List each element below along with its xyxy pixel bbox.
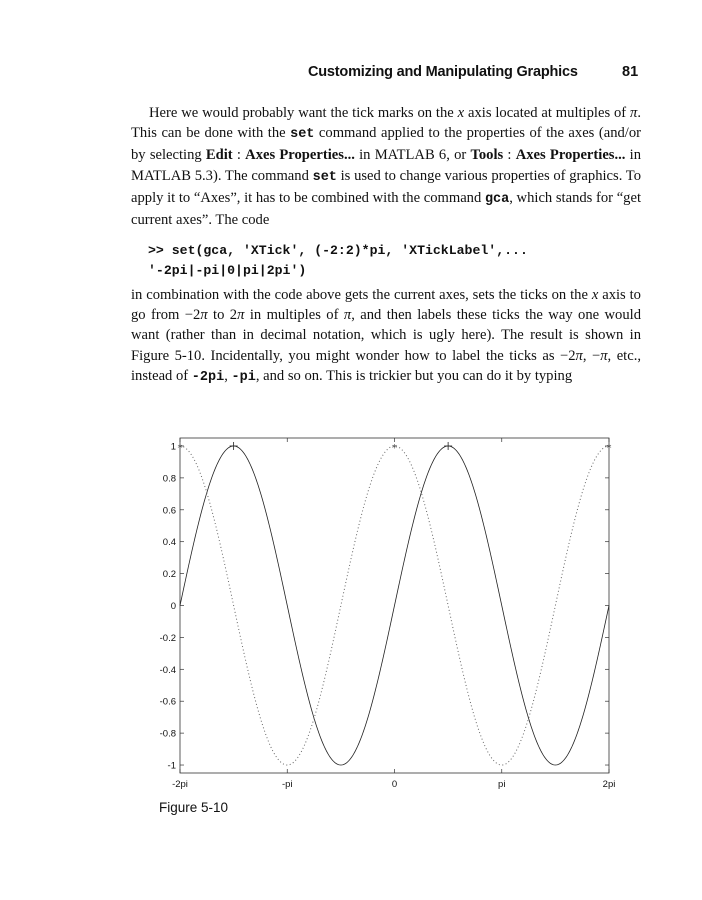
math-pi: π (343, 307, 352, 324)
text-run: is used to change various properties of graphics. To apply it to “Axes”, it has to be combined with the command (131, 167, 641, 206)
figure-5-10 (140, 436, 630, 806)
math-pi: π (600, 347, 608, 364)
paragraph-2 (131, 285, 641, 388)
text-run: axis located at multiples of (464, 105, 631, 121)
page-header (0, 62, 702, 84)
inline-code-gca: gca (484, 191, 510, 207)
y-tick-label: -0.2 (159, 632, 176, 644)
star-marker: * (606, 442, 612, 454)
text-run: axis to go from −2 (131, 287, 641, 324)
y-tick-label: -0.4 (159, 664, 176, 676)
x-tick-label: -pi (281, 779, 293, 790)
y-tick-label: -0.6 (159, 696, 176, 708)
math-pi: π (200, 307, 208, 324)
code-block (148, 241, 528, 281)
running-title: Customizing and Manipulating Graphics (308, 64, 578, 80)
text-run: , and then labels these ticks the way one would want (rather than in decimal notation, which is ugly here). The result is shown in Figure 5-10. Incidentally, you might wonder how to label the ticks as −2 (131, 307, 641, 364)
text-run: , and so on. This is trickier but you can do it by typing (255, 367, 573, 384)
star-marker: * (392, 442, 397, 454)
text-run: : (503, 147, 516, 164)
paragraph-1 (131, 103, 641, 230)
y-tick-label: 1 (170, 441, 176, 453)
math-x: x (591, 287, 599, 303)
star-marker: * (177, 442, 183, 454)
menu-axes-properties: Axes Properties... (245, 147, 355, 164)
text-run: in MATLAB 6, or (354, 147, 471, 164)
text-run: Here we would probably want the tick marks on the (149, 105, 458, 121)
text-run: in combination with the code above gets the current axes, sets the ticks on the (131, 287, 592, 303)
math-pi: π (237, 307, 245, 324)
code-line-2: '-2pi|-pi|0|pi|2pi') (148, 263, 307, 278)
sine-cosine-plot (140, 436, 630, 806)
y-tick-label: 0 (170, 601, 176, 612)
sin-series-line (180, 446, 609, 765)
inline-code-set: set (312, 169, 337, 185)
y-tick-label: -0.8 (159, 728, 176, 740)
x-tick-label: -2pi (172, 779, 188, 790)
x-tick-label: 2pi (602, 779, 616, 790)
figure-caption: Figure 5-10 (159, 800, 229, 815)
y-tick-label: 0.8 (162, 473, 176, 485)
text-run: , etc., instead of (131, 347, 642, 384)
y-tick-label: 0.2 (162, 569, 176, 581)
menu-axes-properties: Axes Properties... (515, 147, 626, 164)
y-tick-label: 0.4 (162, 537, 176, 549)
text-run: , (224, 367, 232, 384)
menu-tools: Tools (470, 147, 504, 164)
menu-edit: Edit (205, 147, 233, 164)
y-tick-label: 0.6 (162, 505, 176, 517)
page-number: 81 (622, 64, 639, 80)
text-run: command applied to the properties of the axes (and/or by selecting (131, 125, 641, 164)
inline-code: -pi (231, 369, 256, 385)
text-run: in MATLAB 5.3). The command (131, 147, 642, 184)
text-run: : (232, 147, 246, 164)
math-pi: π (630, 105, 638, 121)
inline-code: -2pi (191, 369, 225, 385)
text-run: in multiples of (244, 307, 344, 324)
text-run: , − (582, 347, 601, 364)
text-run: , which stands for “get current axes”. The code (131, 189, 641, 229)
text-run: to 2 (207, 307, 238, 324)
math-x: x (457, 105, 465, 121)
x-tick-label: pi (498, 779, 506, 790)
inline-code-set: set (290, 127, 315, 143)
y-tick-label: -1 (167, 760, 176, 772)
math-pi: π (575, 347, 583, 364)
code-line-1: >> set(gca, 'XTick', (-2:2)*pi, 'XTickLabel',... (148, 243, 528, 258)
text-run: . This can be done with the (131, 105, 641, 142)
x-tick-label: 0 (391, 779, 398, 790)
